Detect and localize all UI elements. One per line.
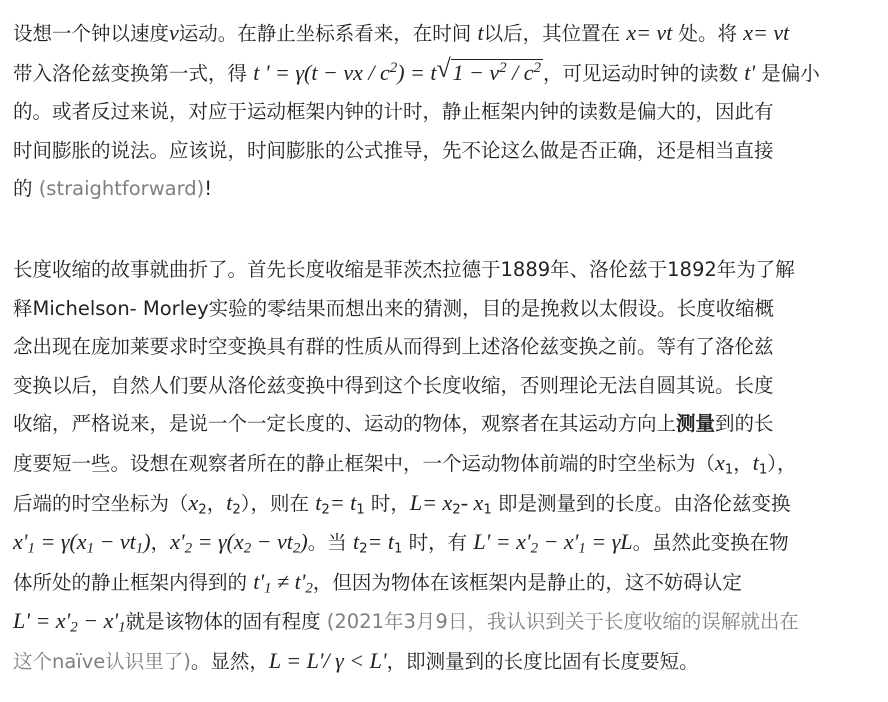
text-line: 长度收缩的故事就曲折了。首先长度收缩是菲茨杰拉德于1889年、洛伦兹于1892年为了解 — [13, 258, 795, 281]
paragraph-time-dilation — [13, 14, 875, 209]
paragraph-length-contraction — [13, 251, 875, 682]
dated-note: (2021年3月9日，我认识到关于长度收缩的误解就出在 — [320, 610, 799, 634]
time-dilation-formula: t ' = γ(t − vx / $c^2) = t$ √ $1 - v^2 / c^2$ — [253, 60, 543, 85]
text-line: $L' = x'_2 - x'_1$就是该物体的固有程度 (2021年3月9日，我认识到关于长度收缩的误解就出在 — [13, 608, 799, 637]
formula: $L' = x'_2 - x'_1$ — [13, 608, 126, 637]
formula: $L' = x'_2 - x'_1 = \gamma L$ — [473, 529, 633, 557]
text-line: 后端的时空坐标为（$x_2$，$t_2$），则在 $t_2= t_1$ 时，$L= x_2-$ $x_1$ 即是测量到的长度。由洛伦兹变换 — [13, 489, 791, 517]
text-line: 释Michelson- Morley实验的零结果而想出来的猜测，目的是挽救以太假设。长度收缩概 — [13, 296, 775, 320]
emphasis-measure: 测量 — [676, 412, 716, 436]
text-line: 时间膨胀的说法。应该说，时间膨胀的公式推导，先不论这么做是否正确，还是相当直接 — [13, 138, 774, 162]
english-term: (straightforward) — [38, 177, 205, 201]
text-line: 变换以后，自然人们要从洛伦兹变换中得到这个长度收缩，否则理论无法自圆其说。长度 — [13, 373, 774, 397]
radical-sign-icon: √ — [436, 53, 451, 83]
text-line: $x'_1 = \gamma(x_1 - vt_1)$，$x'_2 = \gamma(x_2 - vt_2)$。当 $t_2= t_1$ 时，有 $L' = x'_2 - x'_1 = \gamma L$。虽然此变换在物 — [13, 529, 789, 557]
text-line: 带入洛伦兹变换第一式，得 t ' = γ(t − vx / $c^2) = t$ √ $1 - v^2 / c^2$ ，可见运动时钟的读数 t' 是偏小 — [13, 54, 875, 94]
formula: L = L'/ γ < L' — [268, 647, 387, 673]
text-line: 的 (straightforward)! — [13, 177, 213, 201]
text-line: 设想一个钟以速度v运动。在静止坐标系看来，在时间 t以后，其位置在 x= vt 处。将 x= vt — [13, 20, 790, 45]
formula: $x'_1 = \gamma(x_1 - vt_1)$ — [13, 529, 151, 557]
text-line: 的。或者反过来说，对应于运动框架内钟的计时，静止框架内钟的读数是偏大的，因此有 — [13, 100, 774, 124]
formula: $t'_1 \ne t'_2$ — [253, 568, 313, 597]
text-line: 这个naïve认识里了)。显然，L = L'/ γ < L'，即测量到的长度比固有长度要短。 — [13, 647, 699, 673]
formula: $x'_2 = \gamma(x_2 - vt_2)$ — [170, 529, 308, 557]
sqrt-radical: √ $1 - v^2 / c^2$ — [437, 54, 543, 93]
text-line: 念出现在庞加莱要求时空变换具有群的性质从而得到上述洛伦兹变换之前。等有了洛伦兹 — [13, 335, 774, 359]
text-line: 体所处的静止框架内得到的 $t'_1 \ne t'_2$，但因为物体在该框架内是静止的，这不妨碍认定 — [13, 568, 742, 597]
formula: x= vt — [626, 20, 673, 45]
formula: x= vt — [743, 20, 790, 45]
dated-note: 这个naïve认识里了) — [13, 649, 191, 673]
text-line: 收缩，严格说来，是说一个一定长度的、运动的物体，观察者在其运动方向上测量到的长 — [13, 412, 774, 436]
text-line: 度要短一些。设想在观察者所在的静止框架中，一个运动物体前端的时空坐标为（$x_1$，$t_1$）， — [13, 449, 797, 478]
